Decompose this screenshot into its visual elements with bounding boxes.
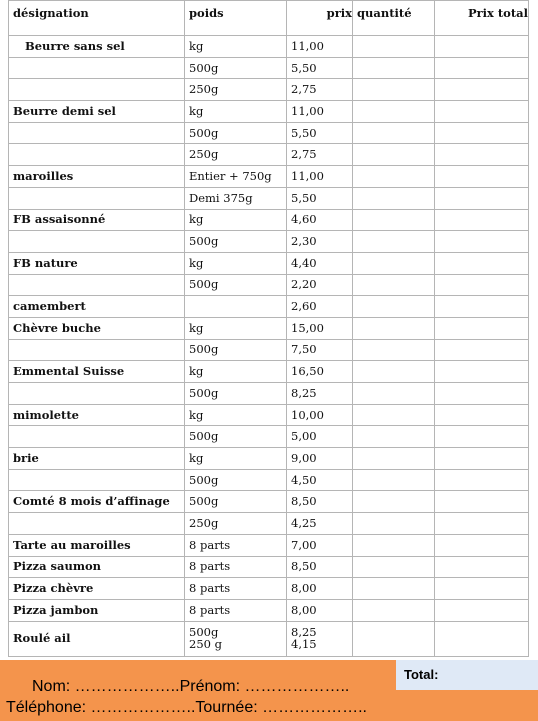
quantity-cell[interactable] bbox=[353, 166, 435, 188]
line-total-cell[interactable] bbox=[435, 556, 529, 578]
product-weight: 250g bbox=[185, 513, 287, 535]
product-name: Beurre demi sel bbox=[9, 101, 185, 123]
line-total-cell[interactable] bbox=[435, 101, 529, 123]
line-total-cell[interactable] bbox=[435, 599, 529, 621]
product-name bbox=[9, 426, 185, 448]
table-row bbox=[9, 404, 529, 426]
table-row bbox=[9, 339, 529, 361]
quantity-cell[interactable] bbox=[353, 274, 435, 296]
quantity-cell[interactable] bbox=[353, 101, 435, 123]
product-price: 5,50 bbox=[287, 122, 353, 144]
product-weight: 500g bbox=[185, 491, 287, 513]
product-price: 8,25 bbox=[287, 383, 353, 405]
line-total-cell[interactable] bbox=[435, 231, 529, 253]
quantity-cell[interactable] bbox=[353, 404, 435, 426]
product-price: 5,00 bbox=[287, 426, 353, 448]
product-name: FB assaisonné bbox=[9, 209, 185, 231]
line-total-cell[interactable] bbox=[435, 491, 529, 513]
line-total-cell[interactable] bbox=[435, 122, 529, 144]
line-total-cell[interactable] bbox=[435, 361, 529, 383]
header-prix: prix bbox=[287, 1, 353, 36]
product-weight: 500g bbox=[185, 469, 287, 491]
product-price: 4,40 bbox=[287, 252, 353, 274]
quantity-cell[interactable] bbox=[353, 491, 435, 513]
product-price bbox=[287, 621, 353, 656]
line-total-cell[interactable] bbox=[435, 209, 529, 231]
product-weight bbox=[185, 296, 287, 318]
product-weight: kg bbox=[185, 448, 287, 470]
product-name: Pizza jambon bbox=[9, 599, 185, 621]
product-name bbox=[9, 144, 185, 166]
quantity-cell[interactable] bbox=[353, 383, 435, 405]
price-option-1: 8,25 bbox=[291, 625, 317, 640]
product-name bbox=[9, 122, 185, 144]
table-header-row bbox=[9, 1, 529, 36]
product-price: 8,00 bbox=[287, 578, 353, 600]
product-price: 15,00 bbox=[287, 317, 353, 339]
product-weight: kg bbox=[185, 404, 287, 426]
product-weight: 8 parts bbox=[185, 578, 287, 600]
quantity-cell[interactable] bbox=[353, 36, 435, 58]
product-weight: 250g bbox=[185, 79, 287, 101]
quantity-cell[interactable] bbox=[353, 317, 435, 339]
product-price: 11,00 bbox=[287, 101, 353, 123]
product-weight: 500g bbox=[185, 231, 287, 253]
weight-option-1: 500g bbox=[189, 625, 219, 640]
name-line[interactable]: Nom: ………………..Prénom: ……………….. bbox=[32, 678, 350, 695]
product-price: 10,00 bbox=[287, 404, 353, 426]
product-weight: kg bbox=[185, 209, 287, 231]
line-total-cell[interactable] bbox=[435, 448, 529, 470]
product-name bbox=[9, 274, 185, 296]
header-quantite: quantité bbox=[353, 1, 435, 36]
quantity-cell[interactable] bbox=[353, 122, 435, 144]
line-total-cell[interactable] bbox=[435, 187, 529, 209]
table-row bbox=[9, 144, 529, 166]
line-total-cell[interactable] bbox=[435, 404, 529, 426]
product-name bbox=[9, 187, 185, 209]
quantity-cell[interactable] bbox=[353, 339, 435, 361]
product-name bbox=[9, 383, 185, 405]
table-row bbox=[9, 122, 529, 144]
product-price: 2,75 bbox=[287, 79, 353, 101]
table-row bbox=[9, 426, 529, 448]
line-total-cell[interactable] bbox=[435, 339, 529, 361]
product-name bbox=[9, 339, 185, 361]
product-name: Tarte au maroilles bbox=[9, 534, 185, 556]
product-name bbox=[9, 513, 185, 535]
phone-route-line[interactable]: Téléphone: ………………..Tournée: ……………….. bbox=[6, 699, 367, 716]
product-price: 5,50 bbox=[287, 57, 353, 79]
product-name: Comté 8 mois d’affinage bbox=[9, 491, 185, 513]
product-name bbox=[9, 57, 185, 79]
quantity-cell[interactable] bbox=[353, 556, 435, 578]
table-row bbox=[9, 274, 529, 296]
product-price: 8,50 bbox=[287, 556, 353, 578]
product-weight: 500g bbox=[185, 426, 287, 448]
line-total-cell[interactable] bbox=[435, 144, 529, 166]
product-name: Emmental Suisse bbox=[9, 361, 185, 383]
product-weight: Entier + 750g bbox=[185, 166, 287, 188]
table-row bbox=[9, 361, 529, 383]
header-designation: désignation bbox=[9, 1, 185, 36]
product-price: 4,60 bbox=[287, 209, 353, 231]
quantity-cell[interactable] bbox=[353, 621, 435, 656]
line-total-cell[interactable] bbox=[435, 57, 529, 79]
product-weight: kg bbox=[185, 252, 287, 274]
product-weight: kg bbox=[185, 101, 287, 123]
table-row-last bbox=[9, 621, 529, 656]
product-weight: kg bbox=[185, 317, 287, 339]
quantity-cell[interactable] bbox=[353, 296, 435, 318]
line-total-cell[interactable] bbox=[435, 513, 529, 535]
grand-total-box[interactable] bbox=[396, 660, 538, 690]
table-row bbox=[9, 252, 529, 274]
table-row bbox=[9, 556, 529, 578]
product-weight: 500g bbox=[185, 339, 287, 361]
product-price: 16,50 bbox=[287, 361, 353, 383]
line-total-cell[interactable] bbox=[435, 166, 529, 188]
table-row bbox=[9, 317, 529, 339]
product-weight: 250g bbox=[185, 144, 287, 166]
table-row bbox=[9, 57, 529, 79]
order-form bbox=[8, 0, 528, 657]
table-row bbox=[9, 469, 529, 491]
product-name bbox=[9, 79, 185, 101]
product-price: 2,60 bbox=[287, 296, 353, 318]
product-name: FB nature bbox=[9, 252, 185, 274]
product-weight: 8 parts bbox=[185, 534, 287, 556]
table-row bbox=[9, 101, 529, 123]
product-name bbox=[9, 469, 185, 491]
table-row bbox=[9, 383, 529, 405]
price-option-2: 4,15 bbox=[291, 636, 317, 651]
quantity-cell[interactable] bbox=[353, 599, 435, 621]
product-price: 2,30 bbox=[287, 231, 353, 253]
quantity-cell[interactable] bbox=[353, 578, 435, 600]
table-row bbox=[9, 448, 529, 470]
quantity-cell[interactable] bbox=[353, 144, 435, 166]
table-row bbox=[9, 209, 529, 231]
quantity-cell[interactable] bbox=[353, 252, 435, 274]
line-total-cell[interactable] bbox=[435, 534, 529, 556]
quantity-cell[interactable] bbox=[353, 534, 435, 556]
table-row bbox=[9, 534, 529, 556]
product-price: 8,00 bbox=[287, 599, 353, 621]
quantity-cell[interactable] bbox=[353, 469, 435, 491]
product-weight: kg bbox=[185, 361, 287, 383]
customer-footer bbox=[0, 660, 538, 721]
product-weight: Demi 375g bbox=[185, 187, 287, 209]
product-name: Chèvre buche bbox=[9, 317, 185, 339]
product-price: 2,75 bbox=[287, 144, 353, 166]
product-name: Pizza saumon bbox=[9, 556, 185, 578]
line-total-cell[interactable] bbox=[435, 469, 529, 491]
quantity-cell[interactable] bbox=[353, 57, 435, 79]
product-name bbox=[9, 231, 185, 253]
line-total-cell[interactable] bbox=[435, 79, 529, 101]
line-total-cell[interactable] bbox=[435, 317, 529, 339]
table-body bbox=[9, 36, 529, 657]
table-row bbox=[9, 79, 529, 101]
product-price: 11,00 bbox=[287, 166, 353, 188]
quantity-cell[interactable] bbox=[353, 187, 435, 209]
product-weight bbox=[185, 621, 287, 656]
product-price: 4,50 bbox=[287, 469, 353, 491]
product-weight: 8 parts bbox=[185, 599, 287, 621]
table-row bbox=[9, 296, 529, 318]
quantity-cell[interactable] bbox=[353, 513, 435, 535]
quantity-cell[interactable] bbox=[353, 426, 435, 448]
line-total-cell[interactable] bbox=[435, 36, 529, 58]
table-row bbox=[9, 187, 529, 209]
product-weight: 500g bbox=[185, 383, 287, 405]
table-row bbox=[9, 491, 529, 513]
table-row bbox=[9, 166, 529, 188]
product-weight: 500g bbox=[185, 122, 287, 144]
product-name: Beurre sans sel bbox=[9, 36, 185, 58]
product-price: 2,20 bbox=[287, 274, 353, 296]
quantity-cell[interactable] bbox=[353, 448, 435, 470]
product-name: Roulé ail bbox=[9, 621, 185, 656]
product-price: 7,00 bbox=[287, 534, 353, 556]
line-total-cell[interactable] bbox=[435, 383, 529, 405]
product-weight: kg bbox=[185, 36, 287, 58]
table-row bbox=[9, 36, 529, 58]
product-name: mimolette bbox=[9, 404, 185, 426]
product-price: 8,50 bbox=[287, 491, 353, 513]
product-name: camembert bbox=[9, 296, 185, 318]
quantity-cell[interactable] bbox=[353, 209, 435, 231]
product-price: 7,50 bbox=[287, 339, 353, 361]
product-weight: 500g bbox=[185, 57, 287, 79]
line-total-cell[interactable] bbox=[435, 274, 529, 296]
quantity-cell[interactable] bbox=[353, 79, 435, 101]
quantity-cell[interactable] bbox=[353, 361, 435, 383]
product-name: maroilles bbox=[9, 166, 185, 188]
product-name: Pizza chèvre bbox=[9, 578, 185, 600]
product-weight: 500g bbox=[185, 274, 287, 296]
product-price: 5,50 bbox=[287, 187, 353, 209]
table-row bbox=[9, 599, 529, 621]
product-price: 4,25 bbox=[287, 513, 353, 535]
header-poids: poids bbox=[185, 1, 287, 36]
weight-option-2: 250 g bbox=[189, 636, 222, 651]
line-total-cell[interactable] bbox=[435, 426, 529, 448]
quantity-cell[interactable] bbox=[353, 231, 435, 253]
line-total-cell[interactable] bbox=[435, 578, 529, 600]
grand-total-label: Total: bbox=[404, 667, 439, 682]
product-weight: 8 parts bbox=[185, 556, 287, 578]
line-total-cell[interactable] bbox=[435, 296, 529, 318]
line-total-cell[interactable] bbox=[435, 621, 529, 656]
product-price: 9,00 bbox=[287, 448, 353, 470]
product-name: brie bbox=[9, 448, 185, 470]
table-row bbox=[9, 231, 529, 253]
product-table bbox=[8, 0, 529, 657]
product-price: 11,00 bbox=[287, 36, 353, 58]
line-total-cell[interactable] bbox=[435, 252, 529, 274]
header-prix-total: Prix total bbox=[435, 1, 529, 36]
table-row bbox=[9, 513, 529, 535]
table-row bbox=[9, 578, 529, 600]
